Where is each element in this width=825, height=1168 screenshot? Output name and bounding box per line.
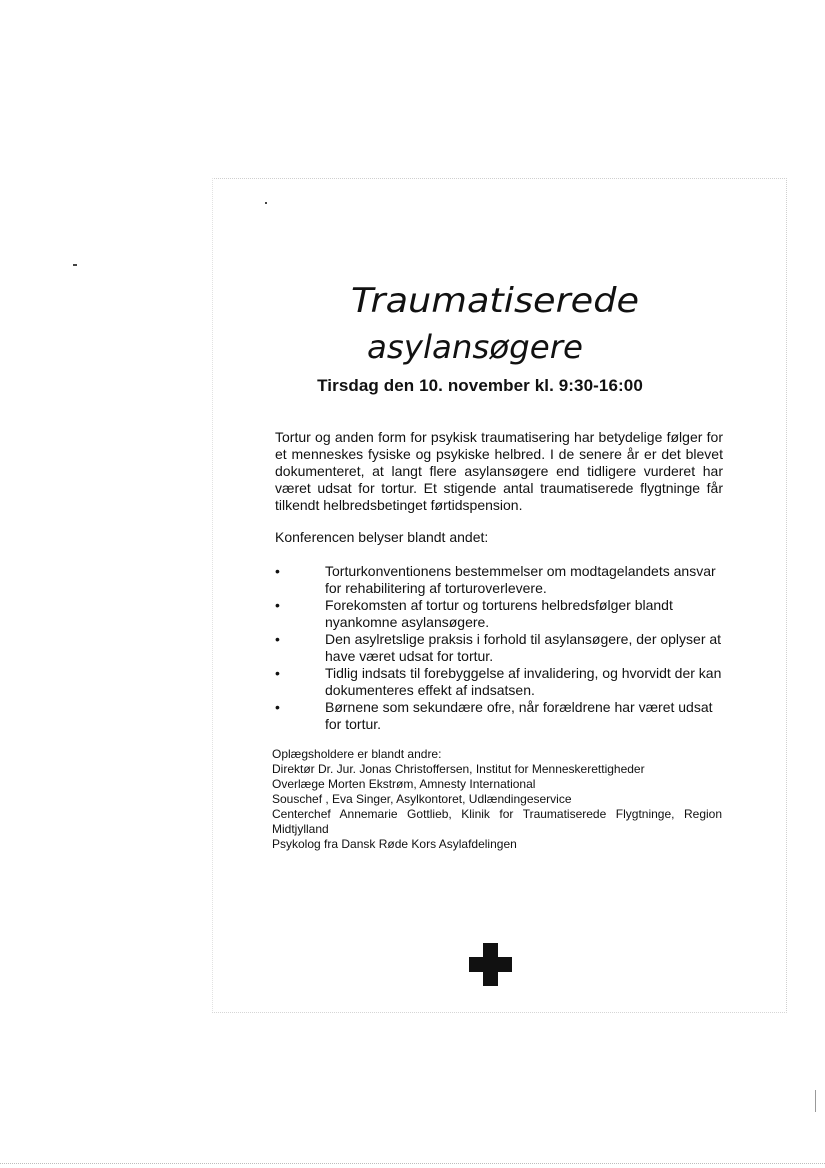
speaker-line: Centerchef Annemarie Gottlieb, Klinik for Traumatiserede Flygtninge, Region Midtjylland (272, 807, 722, 836)
list-item (275, 665, 723, 699)
list-item (275, 631, 723, 665)
topics-lead: Konferencen belyser blandt andet: (275, 529, 489, 545)
bullet: • (275, 631, 280, 647)
speaker-line: Souschef , Eva Singer, Asylkontoret, Udlændingeservice (272, 792, 572, 806)
bullet: • (275, 597, 280, 613)
scan-edge-right (786, 178, 787, 1013)
speaker-line: Direktør Dr. Jur. Jonas Christoffersen, Institut for Menneskerettigheder (272, 762, 645, 776)
scan-edge-top (212, 178, 787, 179)
list-item (275, 563, 723, 597)
list-item-text: Tidlig indsats til forebyggelse af invalidering, og hvorvidt der kan dokumenteres effekt af indsatsen. (325, 665, 722, 698)
scan-edge-left (212, 178, 213, 1013)
list-item-text: Forekomsten af tortur og torturens helbredsfølger blandt nyankomne asylansøgere. (325, 597, 673, 630)
speaker-line: Overlæge Morten Ekstrøm, Amnesty International (272, 777, 536, 791)
page-bottom-line (0, 1163, 825, 1164)
speaker-line: Psykolog fra Dansk Røde Kors Asylafdelingen (272, 837, 517, 851)
title-line-2: asylansøgere (367, 328, 583, 366)
topics-list (275, 563, 723, 733)
list-item (275, 699, 723, 733)
bullet: • (275, 665, 280, 681)
title-line-1: Traumatiserede (351, 281, 639, 321)
bullet: • (275, 563, 280, 579)
red-cross-logo-icon (469, 943, 512, 986)
bullet: • (275, 699, 280, 715)
scan-edge-bottom (212, 1012, 787, 1013)
intro-paragraph: Tortur og anden form for psykisk traumatisering har betydelige følger for et menneskes fysiske og psykiske helbred. I de senere år er det blevet dokumenteret, at langt flere asylansøgere end tidligere vurderet har været udsat for tortur. Et stigende antal traumatiserede flygtninge får tilkendt helbredsbetinget førtidspension. (275, 429, 723, 513)
speakers-section (272, 747, 722, 852)
speakers-heading: Oplægsholdere er blandt andre: (272, 747, 442, 761)
scan-speck (815, 1090, 816, 1112)
scan-speck (265, 202, 267, 204)
list-item-text: Torturkonventionens bestemmelser om modtagelandets ansvar for rehabilitering af torturoverlevere. (325, 563, 716, 596)
list-item-text: Den asylretslige praksis i forhold til asylansøgere, der oplyser at have været udsat for tortur. (325, 631, 722, 664)
event-date (275, 376, 725, 396)
flyer-title (345, 276, 665, 376)
list-item (275, 597, 723, 631)
list-item-text: Børnene som sekundære ofre, når forældrene har været udsat for tortur. (325, 699, 713, 732)
event-date-text: Tirsdag den 10. november kl. 9:30-16:00 (317, 376, 643, 395)
scan-speck (73, 264, 77, 266)
